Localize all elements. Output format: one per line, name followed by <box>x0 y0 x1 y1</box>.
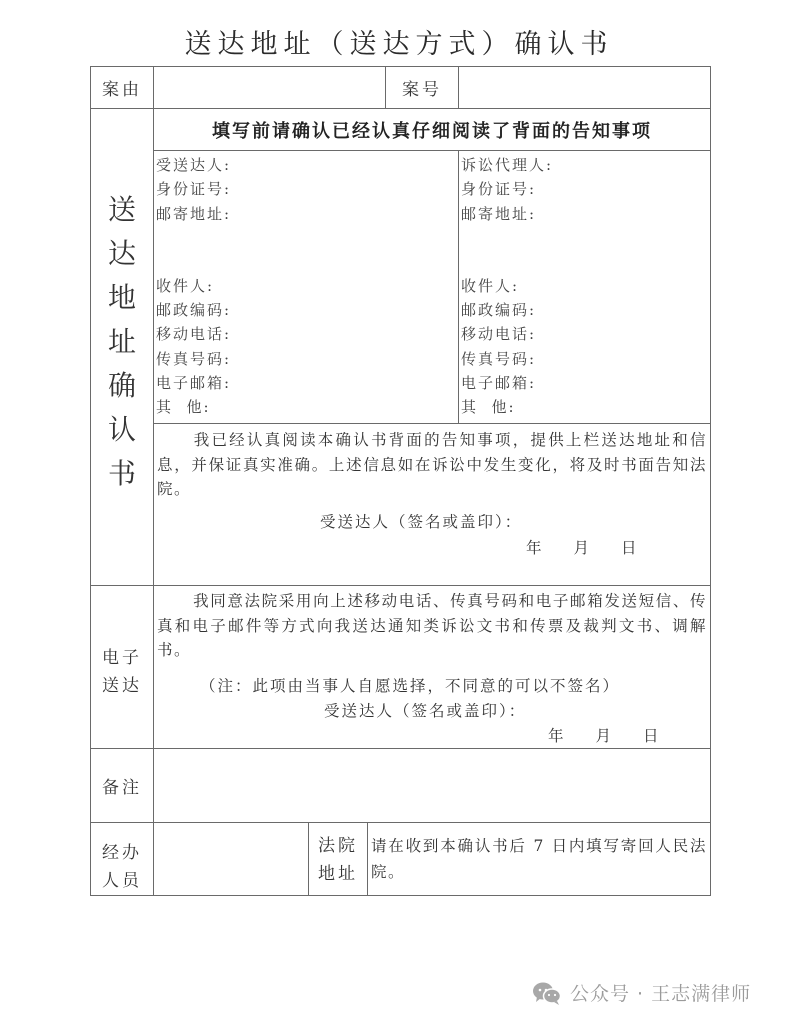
agent-name-field: 诉讼代理人: <box>461 156 554 174</box>
side-char: 达 <box>107 237 136 270</box>
document-title: 送达地址（送达方式）确认书 <box>184 29 614 60</box>
remarks-label: 备注 <box>102 778 142 798</box>
declaration-date[interactable]: 年 月 日 <box>526 539 639 557</box>
side-char: 确 <box>107 369 136 402</box>
court-address-label-line: 地址 <box>318 864 358 884</box>
side-char: 送 <box>107 193 136 226</box>
case-number-field[interactable] <box>458 66 711 109</box>
handler-field[interactable] <box>153 822 309 896</box>
electronic-consent-text: 我同意法院采用向上述移动电话、传真号码和电子邮箱发送短信、传真和电子邮件等方式向我送达通知类诉讼文书和传票及裁判文书、调解书。 <box>157 592 707 659</box>
case-cause-field[interactable] <box>153 66 386 109</box>
electronic-delivery-cell <box>153 585 711 749</box>
agent-other-field: 其 他: <box>461 398 516 417</box>
electronic-note: （注：此项由当事人自愿选择，不同意的可以不签名） <box>200 677 621 695</box>
recipient-email-field: 电子邮箱: <box>156 374 232 393</box>
wechat-icon <box>532 981 562 1005</box>
case-number-label: 案号 <box>402 80 442 100</box>
watermark-text: 公众号 · 王志满律师 <box>570 983 752 1005</box>
electronic-signature-label[interactable]: 受送达人（签名或盖印）： <box>324 702 527 720</box>
remarks-label-cell <box>90 748 154 823</box>
agent-email-field: 电子邮箱: <box>461 374 537 393</box>
electronic-delivery-label-line: 送达 <box>102 676 142 696</box>
court-address-label-line: 法院 <box>318 836 358 856</box>
recipient-mail-address-field: 邮寄地址: <box>156 204 232 223</box>
side-char: 地 <box>107 281 136 314</box>
agent-postcode-field: 邮政编码: <box>461 301 537 320</box>
declaration-text: 我已经认真阅读本确认书背面的告知事项，提供上栏送达地址和信息，并保证真实准确。上述信息如在诉讼中发生变化，将及时书面告知法院。 <box>157 431 707 498</box>
handler-label-cell <box>90 822 154 896</box>
electronic-date[interactable]: 年 月 日 <box>548 727 661 745</box>
side-char: 书 <box>107 457 136 490</box>
recipient-id-field: 身份证号: <box>156 180 232 199</box>
court-address-text: 请在收到本确认书后 7 日内填写寄回人民法院。 <box>371 837 707 881</box>
agent-receiver-field: 收件人: <box>461 276 520 295</box>
recipient-mobile-field: 移动电话: <box>156 325 232 344</box>
recipient-other-field: 其 他: <box>156 398 211 417</box>
agent-mail-address-field: 邮寄地址: <box>461 204 537 223</box>
handler-label-line: 人员 <box>102 871 142 891</box>
recipient-receiver-field: 收件人: <box>156 276 215 295</box>
declaration-signature-label[interactable]: 受送达人（签名或盖印）： <box>320 513 523 531</box>
watermark <box>532 979 751 1006</box>
case-cause-label-cell <box>90 66 154 109</box>
remarks-field[interactable] <box>153 748 711 823</box>
recipient-fax-field: 传真号码: <box>156 349 232 368</box>
case-cause-label: 案由 <box>102 80 142 100</box>
side-char: 认 <box>107 413 136 446</box>
electronic-delivery-label-line: 电子 <box>102 648 142 668</box>
court-address-label-cell <box>308 822 368 896</box>
electronic-delivery-label-cell <box>90 585 154 749</box>
notice-heading: 填写前请确认已经认真仔细阅读了背面的告知事项 <box>212 120 652 142</box>
address-confirmation-side-label <box>90 108 154 586</box>
side-char: 址 <box>107 325 136 358</box>
agent-mobile-field: 移动电话: <box>461 325 537 344</box>
court-address-cell <box>367 822 711 896</box>
recipient-info-column[interactable] <box>153 150 459 424</box>
agent-info-column[interactable] <box>458 150 711 424</box>
handler-label-line: 经办 <box>102 843 142 863</box>
recipient-postcode-field: 邮政编码: <box>156 301 232 320</box>
notice-heading-cell <box>153 108 711 151</box>
case-number-label-cell <box>385 66 459 109</box>
declaration-cell <box>153 423 711 586</box>
agent-id-field: 身份证号: <box>461 180 537 199</box>
agent-fax-field: 传真号码: <box>461 349 537 368</box>
recipient-name-field: 受送达人: <box>156 156 232 174</box>
